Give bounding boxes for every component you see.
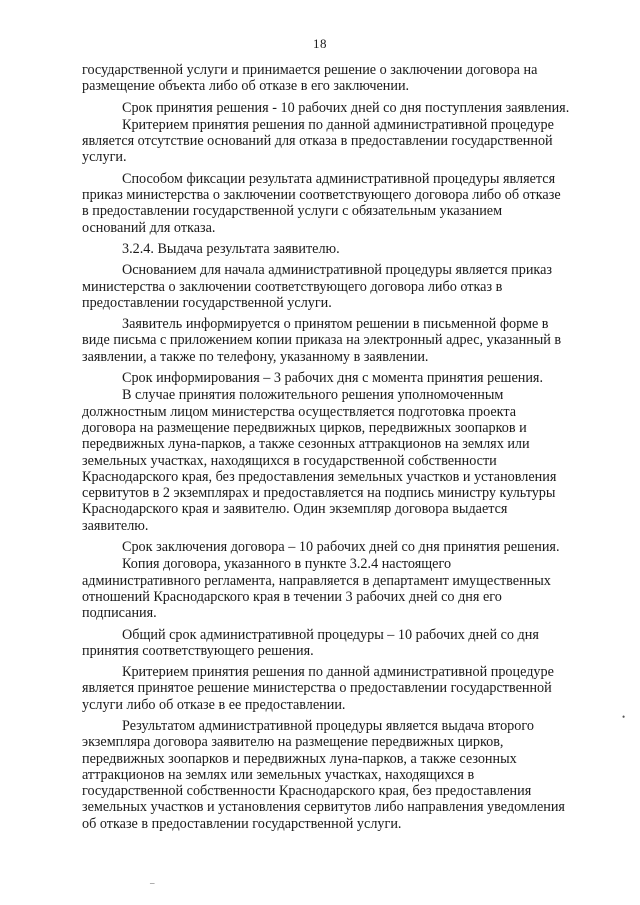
paragraph-continuation: государственной услуги и принимается решение о заключении договора на размещение объекта либо об отказе в его заключении. — [82, 62, 538, 95]
paragraph-contract-copy: Копия договора, указанного в пункте 3.2.4 настоящего административного регламента, направляется в департамент имущественных отношений Краснодарского края в течении 3 рабочих дней со дня его подписания. — [82, 556, 551, 622]
section-heading-3-2-4: 3.2.4. Выдача результата заявителю. — [122, 240, 340, 257]
document-body — [82, 62, 608, 837]
paragraph-decision-term: Срок принятия решения - 10 рабочих дней со дня поступления заявления. — [122, 99, 570, 116]
paragraph-positive-decision: В случае принятия положительного решения уполномоченным должностным лицом министерства осуществляется подготовка проекта договора на размещение передвижных цирков, передвижных зоопарков и передвижных луна-парков, а также сезонных аттракционов на землях или земельных участках, находящихся в государственной собственности Краснодарского края, без предоставления земельных участков и установления сервитутов в 2 экземплярах и предоставляется на подпись министру культуры Краснодарского края и заявителю. Один экземпляр договора выдается заявителю. — [82, 387, 557, 534]
page-number: 18 — [313, 36, 327, 51]
paragraph-contract-term: Срок заключения договора – 10 рабочих дней со дня принятия решения. — [122, 539, 560, 556]
paragraph-total-term: Общий срок административной процедуры – 10 рабочих дней со дня принятия соответствующего решения. — [82, 626, 539, 659]
paragraph-final-criterion: Критерием принятия решения по данной административной процедуре является принятое решение министерства о предоставлении государственной услуги либо об отказе в ее предоставлении. — [82, 664, 554, 713]
paragraph-procedure-basis: Основанием для начала административной процедуры является приказ министерства о заключении соответствующего договора либо отказ в предоставлении государственной услуги. — [82, 262, 553, 311]
paragraph-fixation-method: Способом фиксации результата административной процедуры является приказ министерства о заключении соответствующего договора либо об отказе в предоставлении государственной услуги с обязательным указанием оснований для отказа. — [82, 170, 561, 236]
paragraph-informing-term: Срок информирования – 3 рабочих дня с момента принятия решения. — [122, 370, 543, 387]
paragraph-applicant-informed: Заявитель информируется о принятом решении в письменной форме в виде письма с приложением копии приказа на электронный адрес, указанный в заявлении, а также по телефону, указанному в заявлении. — [82, 316, 562, 365]
scan-dot-mark: • — [622, 712, 626, 722]
scan-dash-mark: – — [150, 878, 155, 888]
paragraph-decision-criterion: Критерием принятия решения по данной административной процедуре является отсутствие оснований для отказа в предоставлении государственной услуги. — [82, 116, 554, 166]
paragraph-procedure-result: Результатом административной процедуры является выдача второго экземпляра договора заявителю на размещение передвижных цирков, передвижных зоопарков и передвижных луна-парков, а также сезонных аттракционов на землях или земельных участках, находящихся в государственной собственности Краснодарского края, без предоставления земельных участков и установления сервитутов либо направления уведомления об отказе в предоставлении государственной услуги. — [82, 717, 565, 832]
